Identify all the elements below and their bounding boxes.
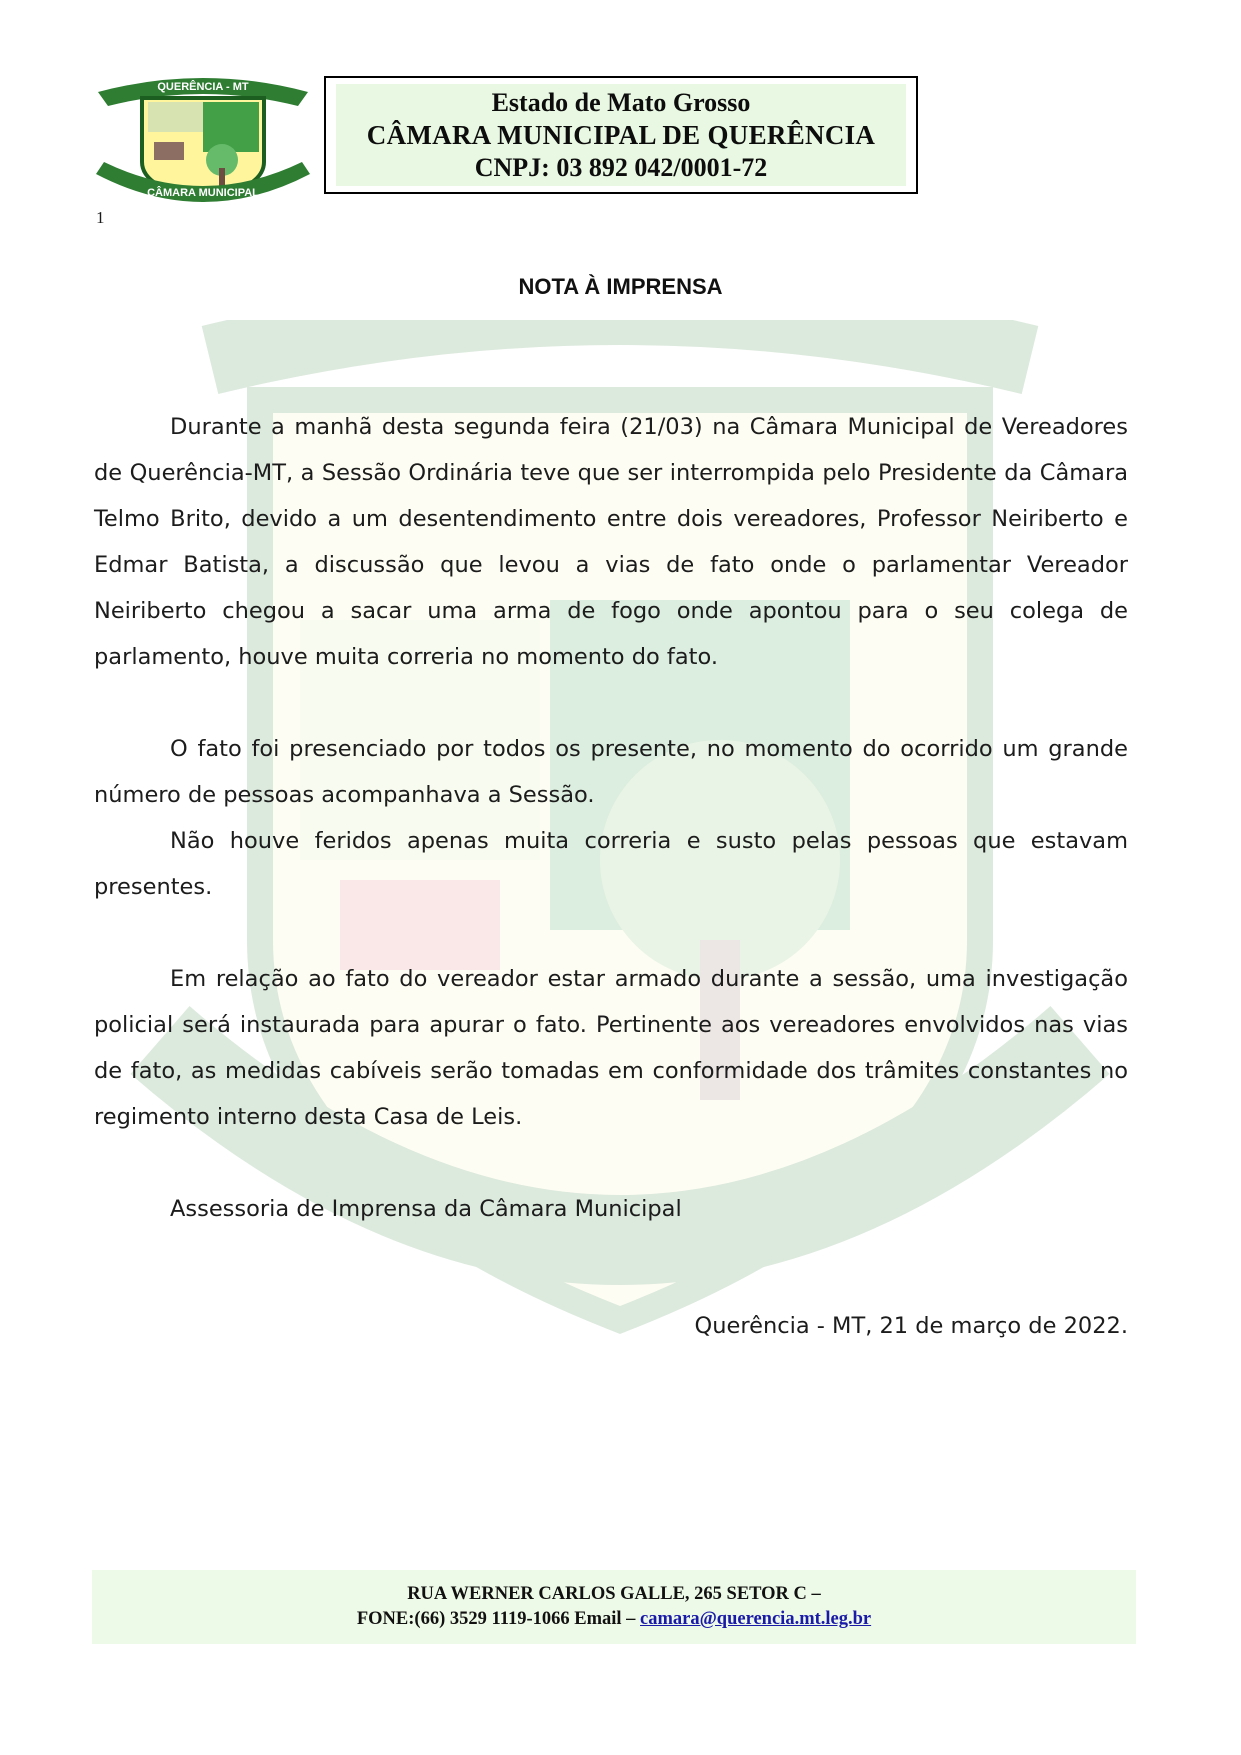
paragraph-2: O fato foi presenciado por todos os presente, no momento do ocorrido um grande número de pessoas acompanhava a Sessão. — [94, 736, 1128, 808]
footer-phone: FONE:(66) 3529 1119-1066 Email – — [356, 1609, 641, 1629]
footer-contact — [357, 1607, 871, 1632]
press-note-body — [94, 404, 1128, 1349]
email-link[interactable]: camara@querencia.mt.leg.br — [640, 1609, 872, 1629]
header-cnpj: CNPJ: 03 892 042/0001-72 — [474, 152, 768, 182]
paragraph-4: Em relação ao fato do vereador estar armado durante a sessão, uma investigação policial será instaurada para apurar o fato. Pertinente aos vereadores envolvidos nas vias de fato, as medidas cabíveis serão tomadas em conformidade dos trâmites constantes no regimento interno desta Casa de Leis. — [94, 966, 1128, 1130]
page-title: NOTA À IMPRENSA — [518, 274, 723, 299]
footer-address: RUA WERNER CARLOS GALLE, 265 SETOR C – — [407, 1584, 821, 1604]
logo-top-text: QUERÊNCIA - MT — [157, 81, 249, 93]
page-number: 1 — [96, 208, 105, 227]
header-state: Estado de Mato Grosso — [491, 87, 751, 117]
paragraph-3: Não houve feridos apenas muita correria e susto pelas pessoas que estavam presentes. — [94, 828, 1128, 900]
paragraph-1: Durante a manhã desta segunda feira (21/03) na Câmara Municipal de Vereadores de Querência-MT, a Sessão Ordinária teve que ser interrompida pelo Presidente da Câmara Telmo Brito, devido a um desentendimento entre dois vereadores, Professor Neiriberto e Edmar Batista, a discussão que levou a vias de fato onde o parlamentar Vereador Neiriberto chegou a sacar uma arma de fogo onde apontou para o seu colega de parlamento, houve muita correria no momento do fato. — [94, 414, 1128, 670]
logo-bottom-text: CÂMARA MUNICIPAL — [147, 187, 259, 199]
header-chamber: CÂMARA MUNICIPAL DE QUERÊNCIA — [366, 119, 876, 150]
date-line: Querência - MT, 21 de março de 2022. — [694, 1313, 1128, 1339]
signature: Assessoria de Imprensa da Câmara Municipal — [170, 1196, 682, 1222]
footer — [92, 1570, 1136, 1644]
header-panel — [336, 84, 906, 186]
header-box — [324, 76, 918, 194]
coat-of-arms-logo — [92, 70, 314, 210]
